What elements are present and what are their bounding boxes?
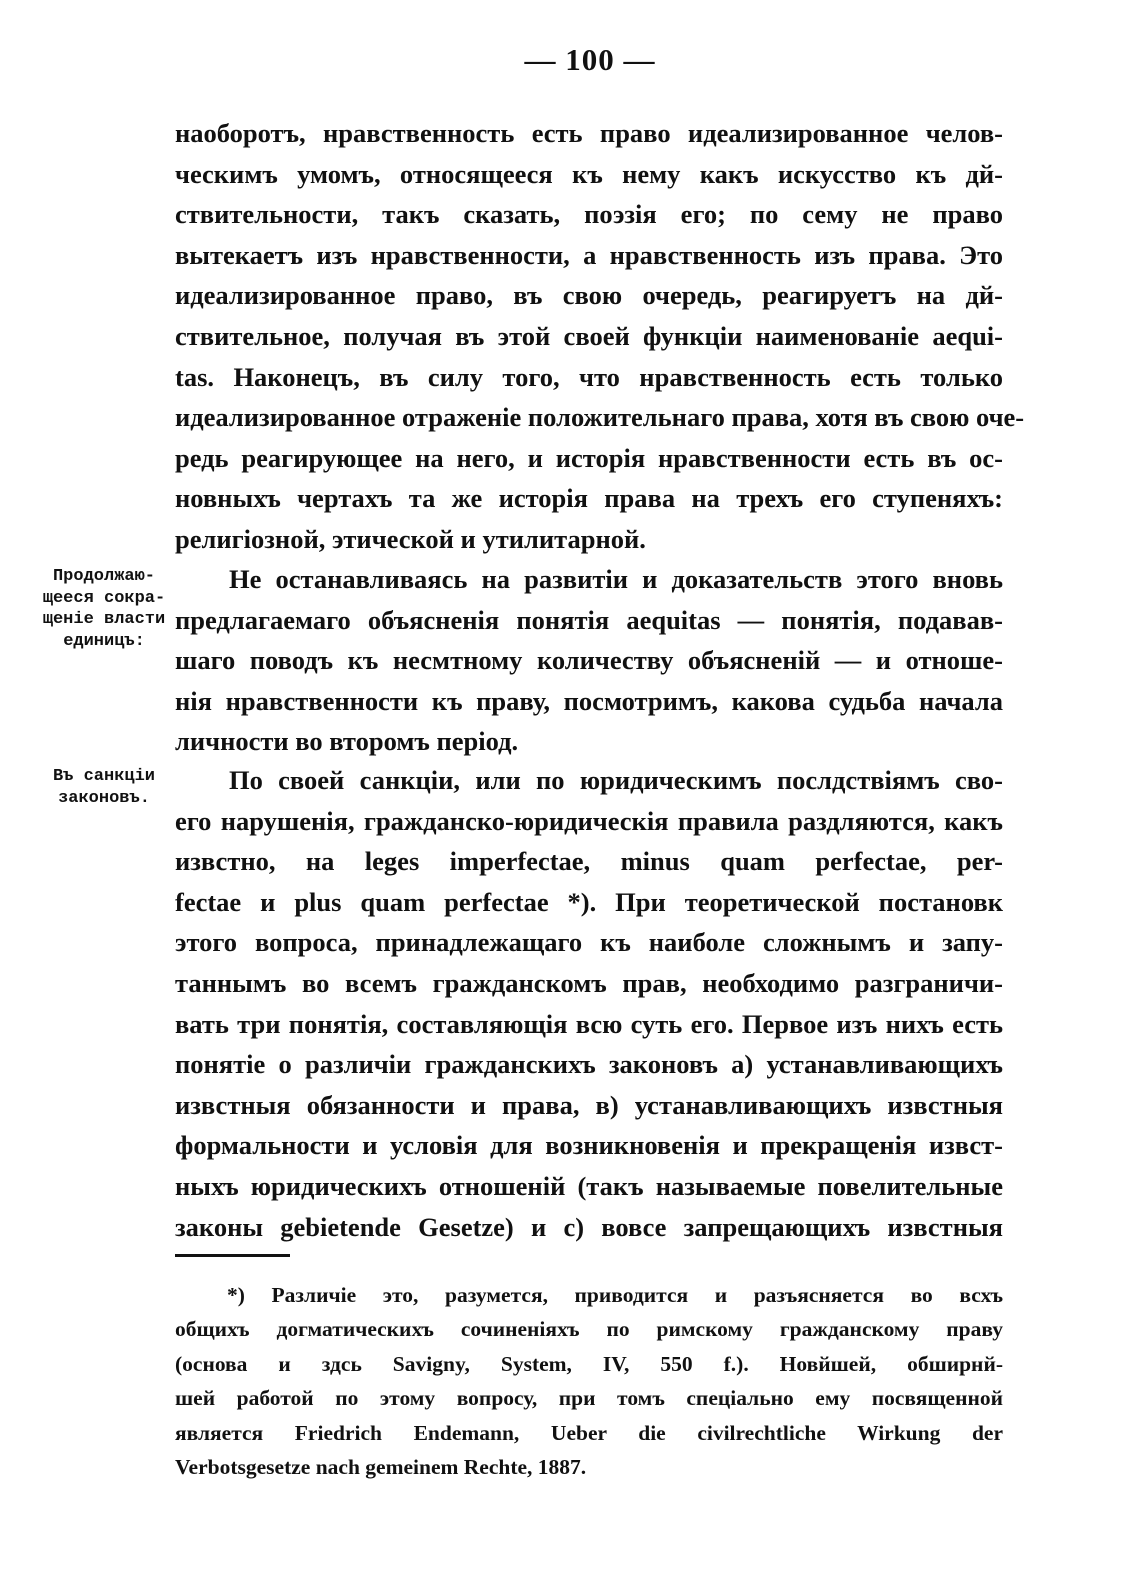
footnote-line: Verbotsgesetze nach gemeinem Rechte, 1887. bbox=[175, 1454, 587, 1479]
margin-note-line: Продолжаю- bbox=[52, 567, 156, 586]
footnote-divider bbox=[175, 1254, 290, 1257]
margin-note-sanction-of-laws bbox=[38, 766, 170, 809]
text-line: вытекаетъ изъ нравственности, а нравственность изъ права. Это bbox=[175, 239, 1003, 270]
text-line: нія нравственности къ праву, посмотримъ, какова судьба начала bbox=[175, 685, 1003, 716]
margin-note-continued-reduction bbox=[38, 566, 170, 652]
text-line: По своей санкціи, или по юридическимъ послдствіямъ сво- bbox=[229, 765, 1003, 795]
text-line: понятіе о различіи гражданскихъ законовъ а) устанавливающихъ bbox=[175, 1049, 1003, 1080]
margin-note-line: Въ санкціи bbox=[52, 767, 156, 786]
text-line: наоборотъ, нравственность есть право идеализированное челов- bbox=[175, 118, 1003, 148]
text-line: fectae и plus quam perfectae *). При теоретической постановк bbox=[175, 886, 1003, 917]
text-line: ческимъ умомъ, относящееся къ нему какъ искусство къ дй- bbox=[175, 158, 1003, 189]
text-line: новныхъ чертахъ та же исторія права на трехъ его ступеняхъ: bbox=[175, 483, 1003, 514]
paragraph-1 bbox=[175, 113, 1025, 560]
text-line: ныхъ юридическихъ отношеній (такъ называемые повелительные bbox=[175, 1170, 1003, 1201]
text-line: идеализированное право, въ свою очередь, реагируетъ на дй- bbox=[175, 280, 1003, 311]
text-line: идеализированное отраженіе положительнаго права, хотя въ свою оче- bbox=[175, 402, 1025, 433]
text-line: ствительности, такъ сказать, поэзія его; по сему не право bbox=[175, 199, 1003, 230]
footnote-line: шей работой по этому вопросу, при томъ спеціально ему посвященной bbox=[175, 1386, 1003, 1411]
footnote-line: (основа и здсь Savigny, System, IV, 550 f.). Новйшей, обширнй- bbox=[175, 1351, 1003, 1376]
text-line: извстныя обязанности и права, в) устанавливающихъ извстныя bbox=[175, 1089, 1003, 1120]
footnote-line: является Friedrich Endemann, Ueber die civilrechtliche Wirkung der bbox=[175, 1420, 1003, 1445]
text-line: редь реагирующее на него, и исторія нравственности есть въ ос- bbox=[175, 442, 1003, 473]
text-line: tas. Наконецъ, въ силу того, что нравственность есть только bbox=[175, 361, 1003, 392]
text-line: ствительное, получая въ этой своей функціи наименованіе aequi- bbox=[175, 320, 1003, 351]
paragraph-3 bbox=[175, 760, 1003, 1247]
footnote-line: общихъ догматическихъ сочиненіяхъ по римскому гражданскому праву bbox=[175, 1317, 1003, 1342]
text-line: религіозной, этической и утилитарной. bbox=[175, 523, 646, 554]
text-line: этого вопроса, принадлежащаго къ наиболе сложнымъ и запу- bbox=[175, 927, 1003, 958]
text-line: его нарушенія, гражданско-юридическія правила раздляются, какъ bbox=[175, 805, 1003, 836]
page-number: — 100 — bbox=[524, 42, 656, 77]
text-line: Не останавливаясь на развитіи и доказательств этого вновь bbox=[229, 564, 1003, 594]
margin-note-line: законовъ. bbox=[58, 788, 150, 808]
text-line: предлагаемаго объясненія понятія aequitas — понятія, подавав- bbox=[175, 604, 1003, 635]
paragraph-2 bbox=[175, 559, 1003, 762]
margin-note-line: единицъ: bbox=[63, 631, 145, 651]
margin-note-line: щееся сокра- bbox=[42, 588, 166, 608]
text-line: таннымъ во всемъ гражданскомъ прав, необходимо разграничи- bbox=[175, 967, 1003, 998]
text-line: вать три понятія, составляющія всю суть его. Первое изъ нихъ есть bbox=[175, 1008, 1003, 1039]
text-line: личности во второмъ період. bbox=[175, 726, 519, 757]
margin-note-line: щеніе власти bbox=[42, 610, 166, 629]
footnote-line: *) Различіе это, разумется, приводится и разъясняется во всхъ bbox=[227, 1283, 1003, 1307]
footnote bbox=[175, 1278, 1003, 1484]
text-line: формальности и условія для возникновенія и прекращенія извст- bbox=[175, 1130, 1003, 1161]
text-line: шаго поводъ къ несмтному количеству объясненій — и отноше- bbox=[175, 645, 1003, 676]
text-line: законы gebietende Gesetze) и с) вовсе запрещающихъ извстныя bbox=[175, 1211, 1003, 1242]
text-line: извстно, на leges imperfectae, minus quam perfectae, per- bbox=[175, 846, 1003, 877]
